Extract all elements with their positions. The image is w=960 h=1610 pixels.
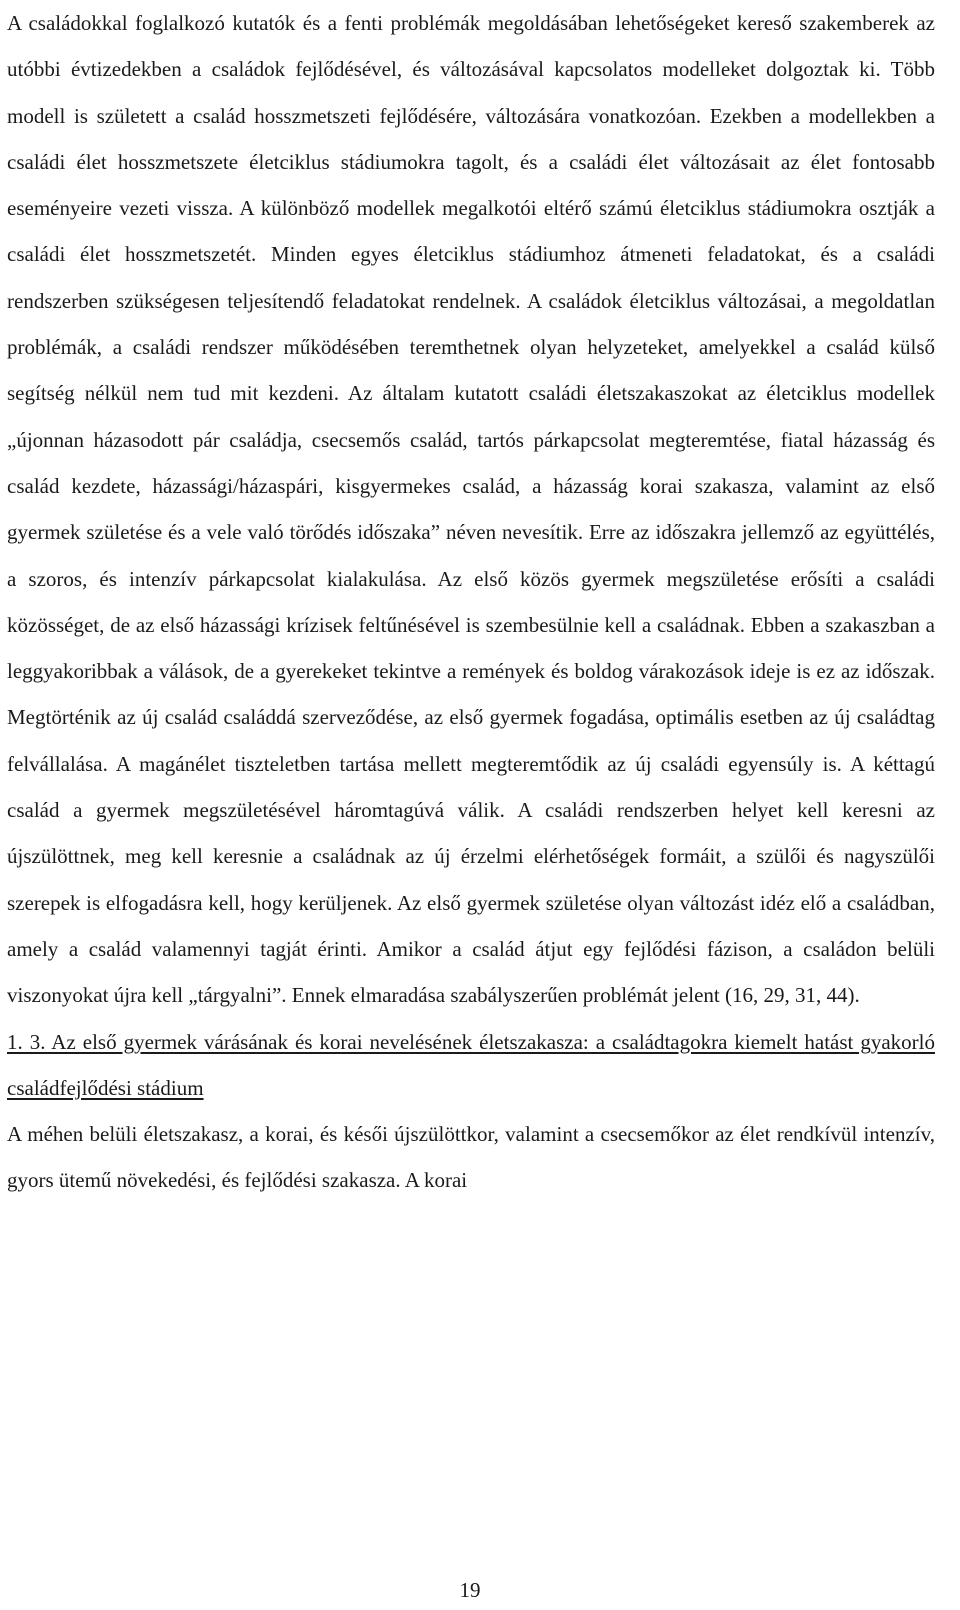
- section-heading: 1. 3. Az első gyermek várásának és korai nevelésének életszakasza: a családtagokra kiemelt hatást gyakorló családfejlődési stádium: [7, 1029, 935, 1100]
- body-paragraph-1: A családokkal foglalkozó kutatók és a fenti problémák megoldásában lehetőségeket kereső szakemberek az utóbbi évtizedekben a családok fejlődésével, és változásával kapcsolatos modelleket dolgoztak ki. Több modell is született a család hosszmetszeti fejlődésére, változására vonatkozóan. Ezekben a modellekben a családi élet hosszmetszete életciklus stádiumokra tagolt, és a családi élet változásait az élet fontosabb eseményeire vezeti vissza. A különböző modellek megalkotói eltérő számú életciklus stádiumokra osztják a családi élet hosszmetszetét. Minden egyes életciklus stádiumhoz átmeneti feladatokat, és a családi rendszerben szükségesen teljesítendő feladatokat rendelnek. A családok életciklus változásai, a megoldatlan problémák, a családi rendszer működésében teremthetnek olyan helyzeteket, amelyekkel a család külső segítség nélkül nem tud mit kezdeni. Az általam kutatott családi életszakaszokat az életciklus modellek „újonnan házasodott pár családja, csecsemős család, tartós párkapcsolat megteremtése, fiatal házasság és család kezdete, házassági/házaspári, kisgyermekes család, a házasság korai szakasza, valamint az első gyermek születése és a vele való törődés időszaka” néven nevesítik. Erre az időszakra jellemző az együttélés, a szoros, és intenzív párkapcsolat kialakulása. Az első közös gyermek megszületése erősíti a családi közösséget, de az első házassági krízisek feltűnésével is szembesülnie kell a családnak. Ebben a szakaszban a leggyakoribbak a válások, de a gyerekeket tekintve a remények és boldog várakozások ideje is ez az időszak. Megtörténik az új család családdá szerveződése, az első gyermek fogadása, optimális esetben az új családtag felvállalása. A magánélet tiszteletben tartása mellett megteremtődik az új családi egyensúly is. A kéttagú család a gyermek megszületésével háromtagúvá válik. A családi rendszerben helyet kell keresni az újszülöttnek, meg kell keresnie a családnak az új érzelmi elérhetőségek formáit, a szülői és nagyszülői szerepek is elfogadásra kell, hogy kerüljenek. Az első gyermek születése olyan változást idéz elő a családban, amely a család valamennyi tagját érinti. Amikor a család átjut egy fejlődési fázison, a családon belüli viszonyokat újra kell „tárgyalni”. Ennek elmaradása szabályszerűen problémát jelent (16, 29, 31, 44).: [7, 11, 935, 1008]
- body-paragraph-2: A méhen belüli életszakasz, a korai, és késői újszülöttkor, valamint a csecsemőkor az élet rendkívül intenzív, gyors ütemű növekedési, és fejlődési szakasza. A korai: [7, 1122, 935, 1193]
- page-number: 19: [459, 1578, 481, 1602]
- document-page: [7, 0, 935, 1204]
